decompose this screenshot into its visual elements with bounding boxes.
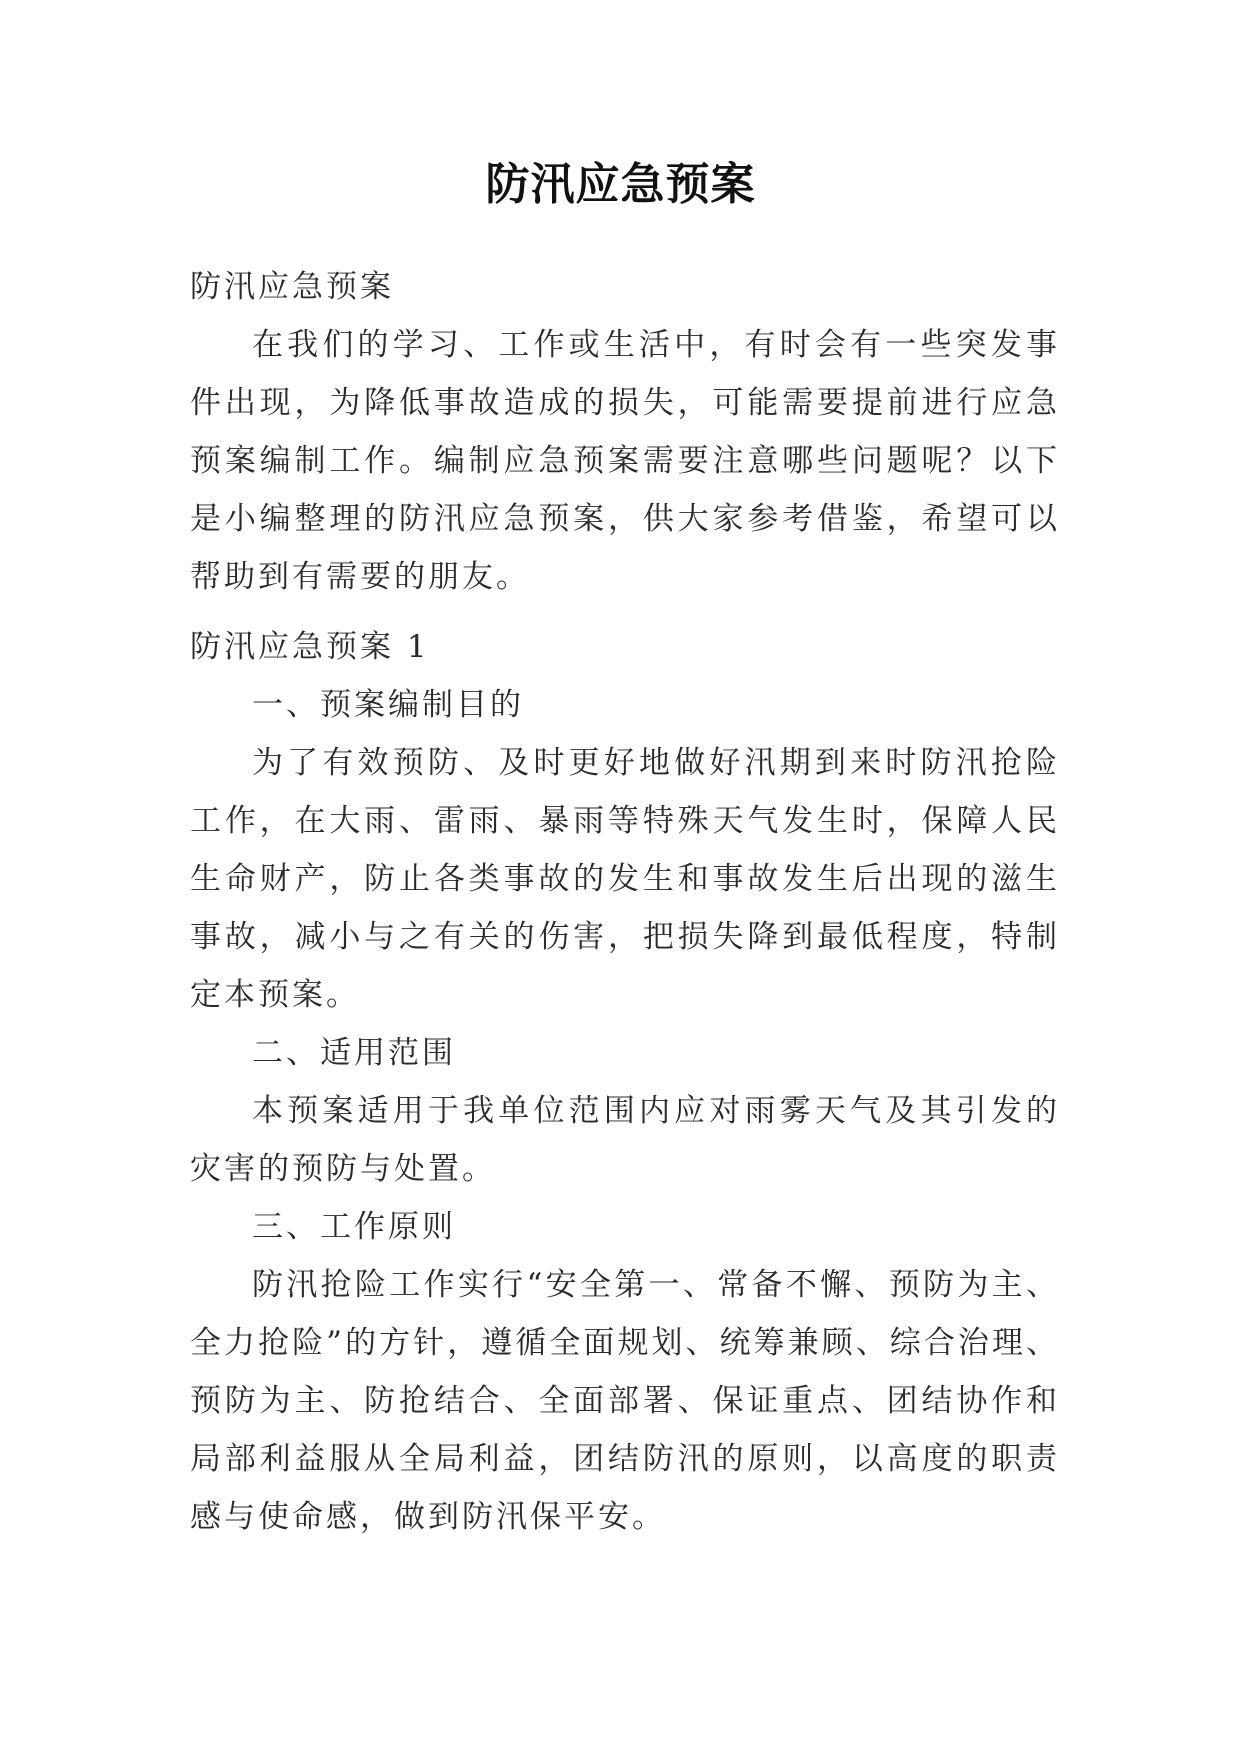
heading-principles: 三、工作原则 (252, 1209, 456, 1245)
paragraph-purpose: 为了有效预防、及时更好地做好汛期到来时防汛抢险工作，在大雨、雷雨、暴雨等特殊天气发生时，保障人民生命财产，防止各类事故的发生和事故发生后出现的滋生事故，减小与之有关的伤害，把损失降到最低程度，特制定本预案。 (190, 745, 1060, 1013)
paragraph-principles: 防汛抢险工作实行“安全第一、常备不懈、预防为主、全力抢险”的方针，遵循全面规划、统筹兼顾、综合治理、预防为主、防抢结合、全面部署、保证重点、团结协作和局部利益服从全局利益，团结防汛的原则，以高度的职责感与使命感，做到防汛保平安。 (190, 1267, 1060, 1535)
intro-block (190, 258, 1060, 606)
heading-scope: 二、适用范围 (252, 1035, 456, 1071)
intro-paragraph: 在我们的学习、工作或生活中，有时会有一些突发事件出现，为降低事故造成的损失，可能需要提前进行应急预案编制工作。编制应急预案需要注意哪些问题呢？以下是小编整理的防汛应急预案，供大家参考借鉴，希望可以帮助到有需要的朋友。 (190, 327, 1060, 595)
subtitle: 防汛应急预案 (190, 269, 394, 305)
section-1-block (190, 618, 1060, 1546)
document-title: 防汛应急预案 (485, 159, 756, 210)
heading-purpose: 一、预案编制目的 (252, 687, 524, 723)
paragraph-scope: 本预案适用于我单位范围内应对雨雾天气及其引发的灾害的预防与处置。 (190, 1093, 1060, 1187)
section-title: 防汛应急预案 1 (190, 629, 430, 665)
